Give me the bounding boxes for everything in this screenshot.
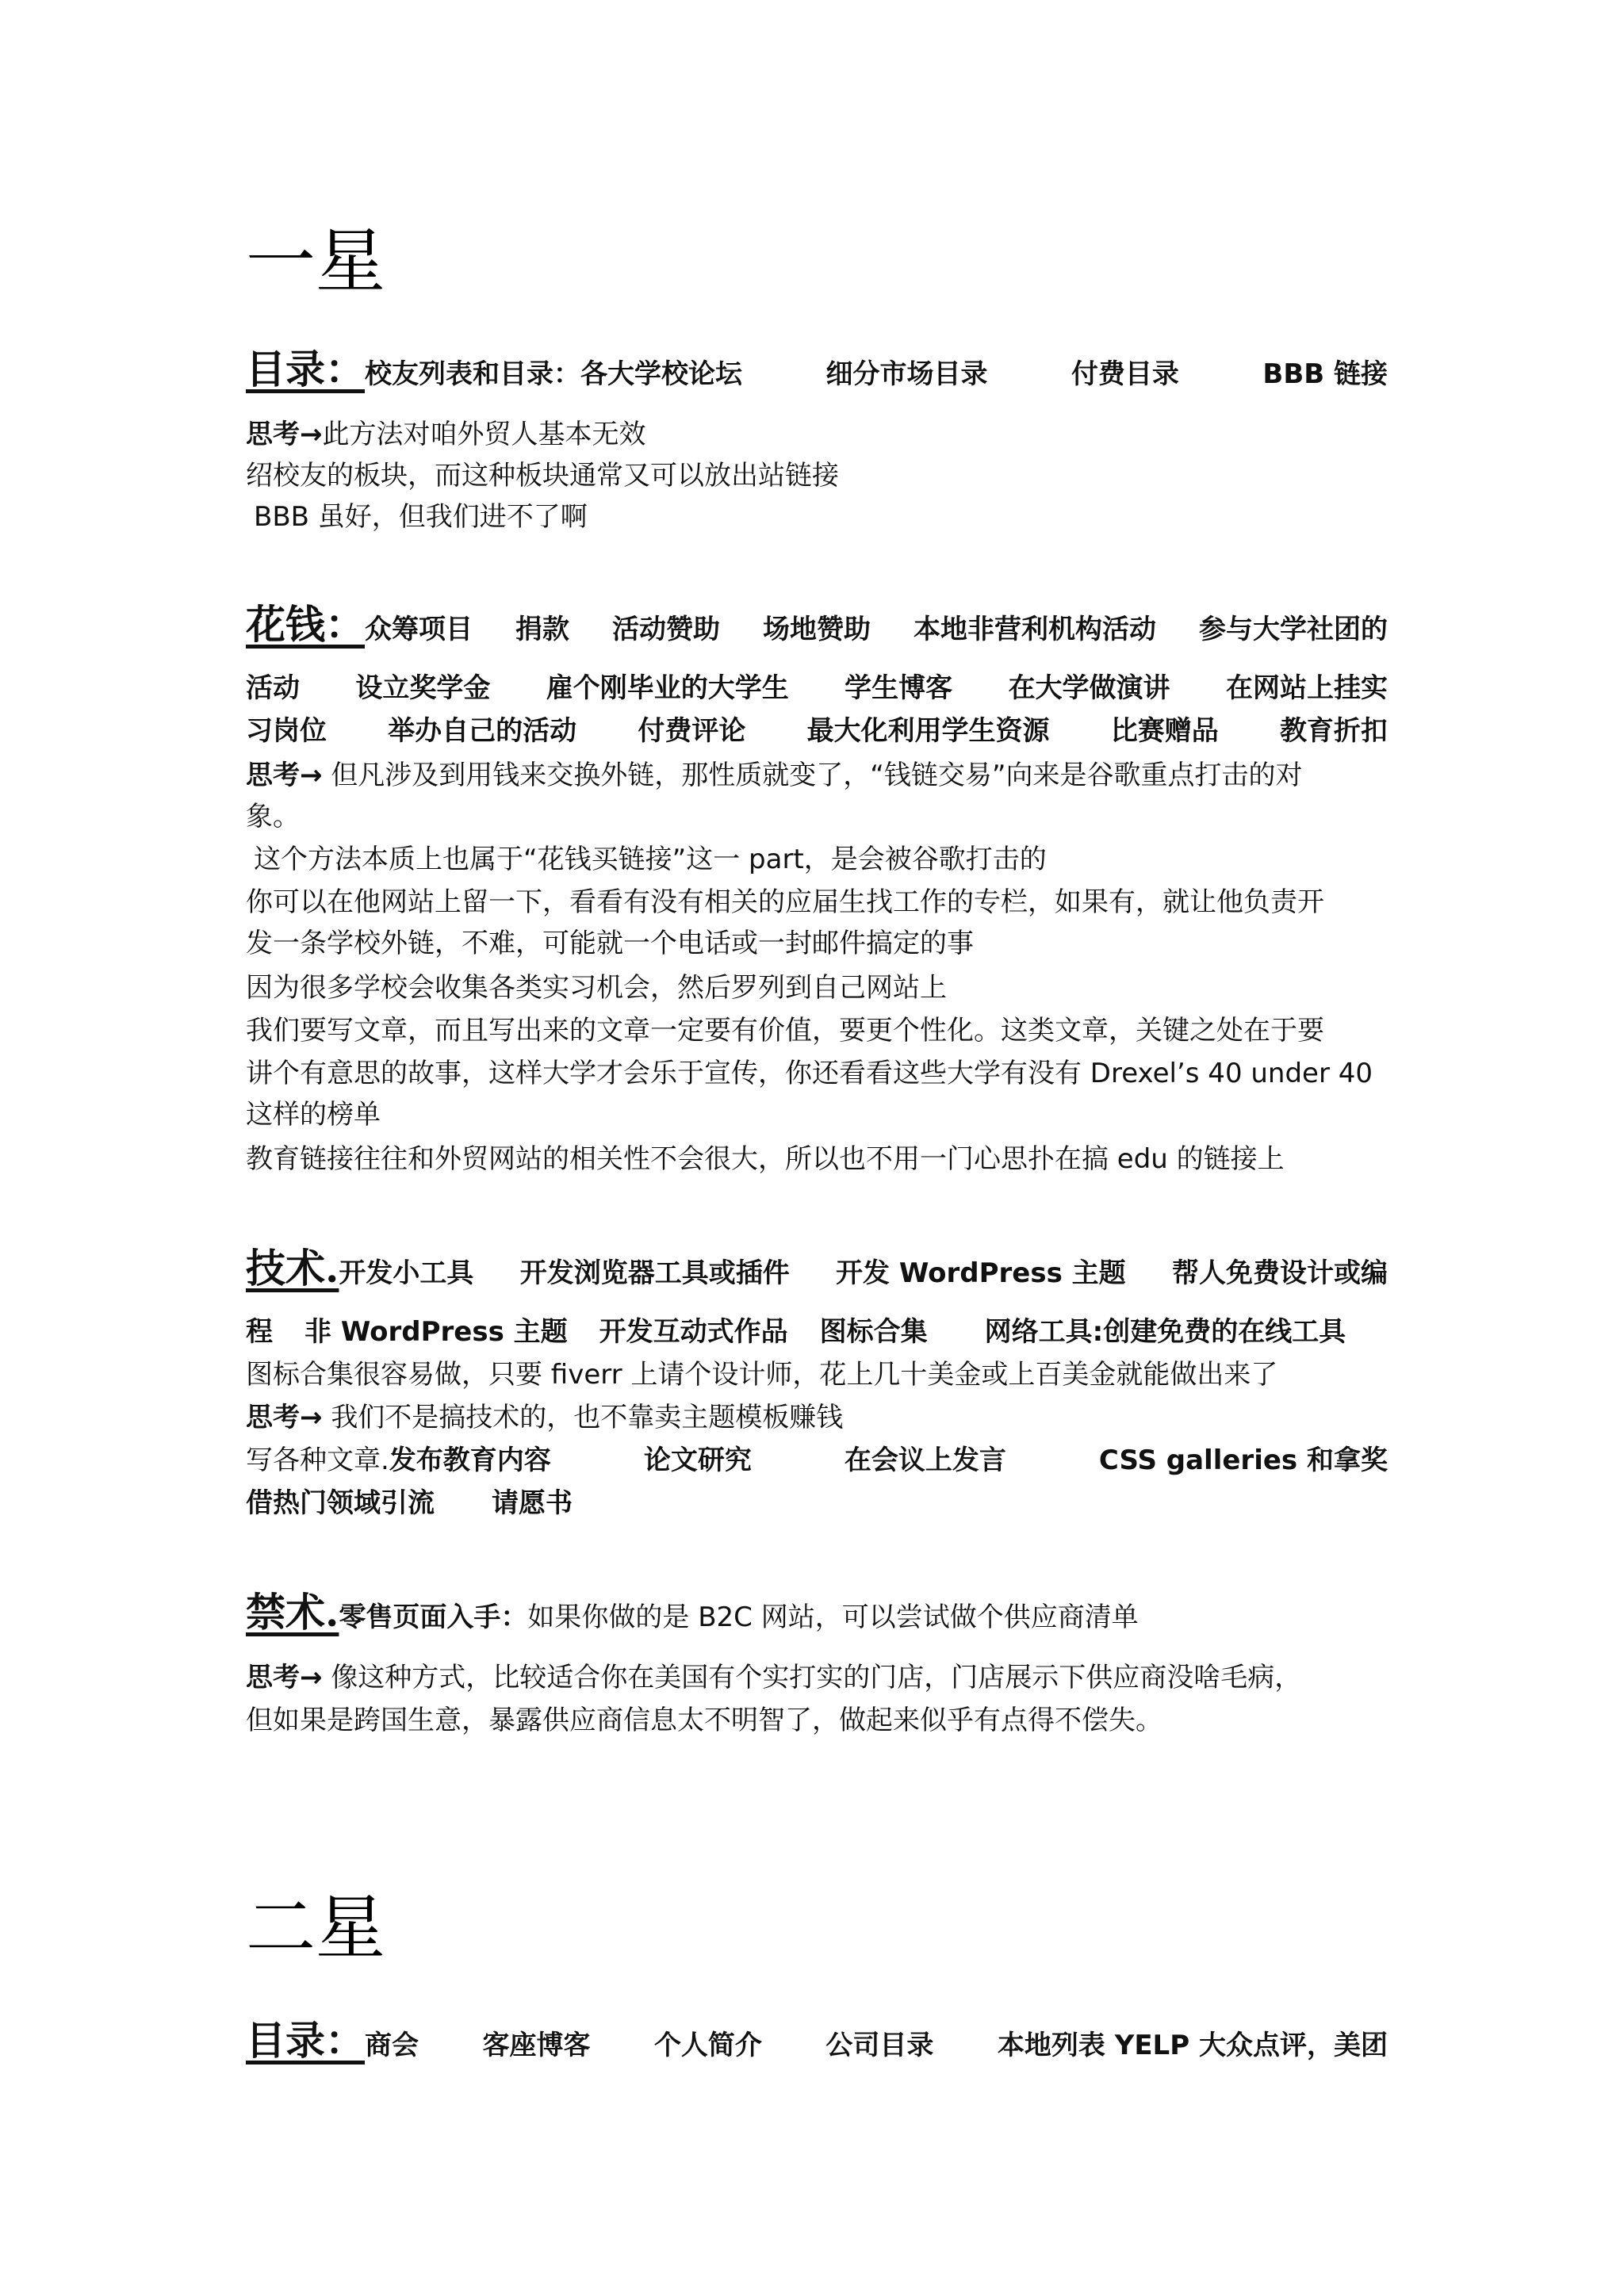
thinking-label: 思考→ — [246, 1662, 323, 1693]
text-line: 这样的榜单 — [246, 1099, 381, 1131]
thinking-line: 思考→ 但凡涉及到用钱来交换外链，那性质就变了，“钱链交易”向来是谷歌重点打击的对 — [246, 760, 1303, 791]
mulu-item: 校友列表和目录：各大学校论坛 — [365, 358, 742, 390]
mulu-item: 细分市场目录 — [825, 358, 988, 390]
text-line: BBB 虽好，但我们进不了啊 — [254, 501, 588, 533]
text-line: 发一条学校外链，不难，可能就一个电话或一封邮件搞定的事 — [246, 928, 974, 959]
mulu-heading: 目录： — [246, 346, 365, 392]
jishu-row-4: 借热门领域引流 请愿书 — [246, 1487, 573, 1519]
thinking-label: 思考→ — [246, 1402, 323, 1433]
jinshu-heading: 禁术. — [246, 1589, 339, 1636]
mulu-row — [246, 346, 1388, 395]
text-line: 教育链接往往和外贸网站的相关性不会很大，所以也不用一门心思扑在搞 edu 的链接上 — [246, 1143, 1285, 1175]
text-line: 讲个有意思的故事，这样大学才会乐于宣传，你还看看这些大学有没有 Drexel’s 40 under 40 — [246, 1058, 1373, 1089]
section-title-one-star: 一星 — [246, 220, 386, 302]
text-line: 你可以在他网站上留一下，看看有没有相关的应届生找工作的专栏，如果有，就让他负责开 — [246, 886, 1324, 918]
mulu-item: 付费目录 — [1071, 358, 1179, 390]
text-line: 象。 — [246, 801, 300, 832]
thinking-line: 思考→ 我们不是搞技术的，也不靠卖主题模板赚钱 — [246, 1402, 844, 1433]
jishu-row-2: 程 非 WordPress 主题 开发互动式作品 图标合集 网络工具:创建免费的在线工具 — [246, 1316, 1346, 1348]
mulu-item: BBB 链接 — [1262, 358, 1388, 390]
text-line: 绍校友的板块，而这种板块通常又可以放出站链接 — [246, 460, 839, 492]
thinking-line: 思考→ 像这种方式，比较适合你在美国有个实打实的门店，门店展示下供应商没啥毛病， — [246, 1662, 1302, 1693]
huaqian-row-1: 花钱：众筹项目 捐款 活动赞助 场地赞助 本地非营利机构活动 参与大学社团的 — [246, 601, 1388, 648]
thinking-label: 思考→ — [246, 419, 323, 450]
text-line: 因为很多学校会收集各类实习机会，然后罗列到自己网站上 — [246, 972, 947, 1004]
text-line: 图标合集很容易做，只要 fiverr 上请个设计师，花上几十美金或上百美金就能做出来了 — [246, 1359, 1278, 1391]
s2-mulu-row: 目录：商会 客座博客 个人简介 公司目录 本地列表 YELP 大众点评，美团 — [246, 2017, 1388, 2064]
huaqian-row-3: 习岗位 举办自己的活动 付费评论 最大化利用学生资源 比赛赠品 教育折扣 — [246, 715, 1388, 747]
huaqian-row-2: 活动 设立奖学金 雇个刚毕业的大学生 学生博客 在大学做演讲 在网站上挂实 — [246, 672, 1388, 704]
section-title-two-star: 二星 — [246, 1887, 386, 1969]
text-line: 我们要写文章，而且写出来的文章一定要有价值，要更个性化。这类文章，关键之处在于要 — [246, 1015, 1324, 1047]
jishu-row-3: 写各种文章.发布教育内容 论文研究 在会议上发言 CSS galleries 和拿奖 — [246, 1445, 1388, 1476]
s2-mulu-heading: 目录： — [246, 2017, 365, 2064]
huaqian-heading: 花钱： — [246, 601, 365, 648]
jishu-heading: 技术. — [246, 1245, 339, 1292]
text-line: 但如果是跨国生意，暴露供应商信息太不明智了，做起来似乎有点得不偿失。 — [246, 1705, 1162, 1736]
thinking-line: 思考→此方法对咱外贸人基本无效 — [246, 419, 646, 450]
thinking-label: 思考→ — [246, 760, 323, 791]
jishu-row-1: 技术.开发小工具 开发浏览器工具或插件 开发 WordPress 主题 帮人免费设计或编 — [246, 1245, 1388, 1292]
text-line: 这个方法本质上也属于“花钱买链接”这一 part，是会被谷歌打击的 — [254, 844, 1047, 875]
jinshu-row-1: 禁术.零售页面入手：如果你做的是 B2C 网站，可以尝试做个供应商清单 — [246, 1589, 1139, 1636]
